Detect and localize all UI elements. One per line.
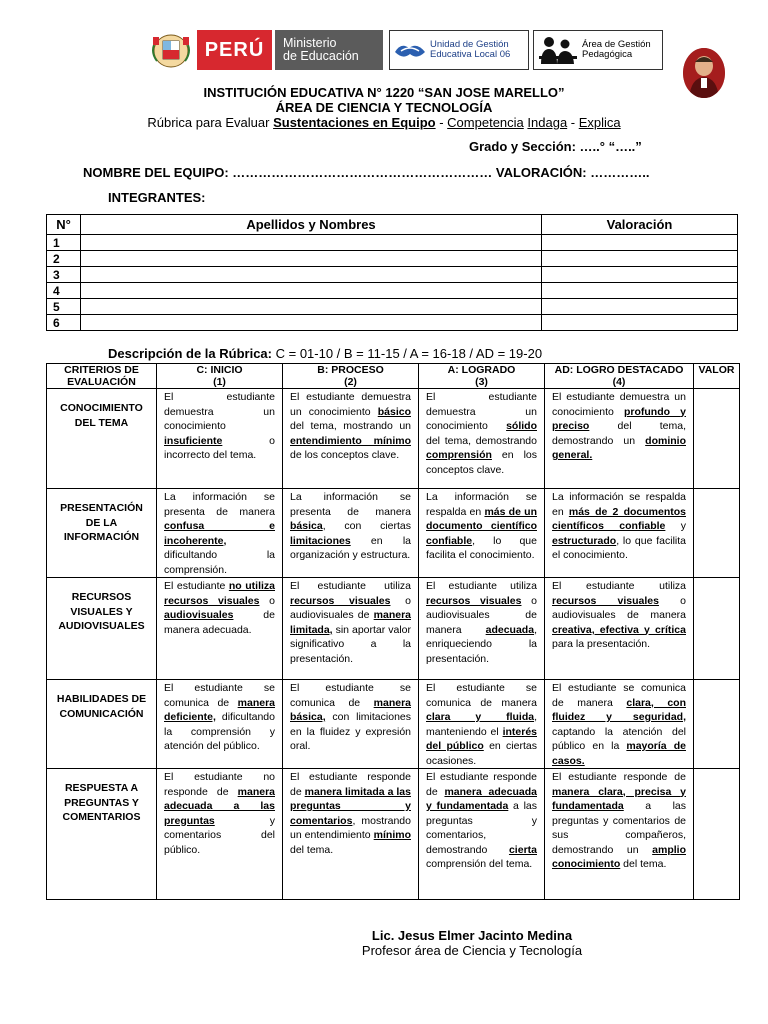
subtitle-explica: Explica	[578, 115, 621, 130]
rubric-row	[47, 389, 740, 489]
descriptor-emphasis: sólido	[506, 420, 537, 432]
descriptor-text: en la organización y estructura.	[290, 534, 411, 561]
member-number: 1	[47, 235, 81, 251]
member-row	[47, 267, 738, 283]
member-number: 2	[47, 251, 81, 267]
descriptor-text: del tema.	[620, 858, 667, 870]
member-name-cell[interactable]	[81, 235, 542, 251]
members-table	[46, 214, 738, 331]
descriptor-emphasis: recursos visuales	[426, 594, 522, 607]
members-header-valoracion: Valoración	[542, 215, 738, 235]
descriptor-text: o audiovisuales de manera	[426, 594, 537, 636]
descriptor-text: El estudiante responde de	[290, 771, 411, 798]
members-header-row	[47, 215, 738, 235]
logo-strip	[145, 30, 670, 70]
rubric-header-line1: A: LOGRADO	[447, 364, 516, 376]
rubric-descriptor-cell	[157, 578, 283, 680]
institution-title: INSTITUCIÓN EDUCATIVA N° 1220 “SAN JOSE MARELLO”	[203, 85, 565, 100]
descriptor-text: del tema, demostrando	[426, 434, 537, 447]
member-name-cell[interactable]	[81, 299, 542, 315]
descriptor-emphasis: entendimiento mínimo	[290, 434, 411, 447]
descriptor-emphasis: dominio general.	[552, 434, 686, 461]
rubric-header-1	[157, 364, 283, 389]
descriptor-text: El estudiante	[164, 580, 229, 592]
rubric-descriptor-cell	[545, 578, 694, 680]
ugel-handshake-icon	[393, 36, 427, 64]
descriptor-text: , mostrando un entendimiento	[290, 814, 411, 841]
descriptor-text: La información se respalda en	[426, 491, 537, 518]
rubric-criterion: RECURSOS VISUALES Y AUDIOVISUALES	[47, 578, 157, 680]
rubric-descriptor-cell	[419, 489, 545, 578]
rubric-row	[47, 489, 740, 578]
descriptor-emphasis: no utiliza recursos visuales	[164, 580, 275, 607]
rubric-descriptor-cell	[157, 769, 283, 900]
rubric-row	[47, 578, 740, 680]
descriptor-text: El estudiante demuestra un conocimiento	[552, 391, 686, 418]
members-header-n: N°	[47, 215, 81, 235]
rubric-valor-cell[interactable]	[694, 489, 740, 578]
rubric-descriptor-cell	[157, 489, 283, 578]
subtitle-sustentaciones: Sustentaciones en Equipo	[273, 115, 436, 130]
descriptor-emphasis: confusa e incoherente,	[164, 520, 275, 547]
descriptor-text: del tema, mostrando un	[290, 420, 411, 432]
peru-logo	[197, 30, 272, 70]
member-row	[47, 283, 738, 299]
descriptor-text: El estudiante demuestra un conocimiento	[164, 391, 275, 432]
descriptor-text: comprensión del tema.	[426, 858, 533, 870]
rubric-header-4	[545, 364, 694, 389]
rubric-header-line1: CRITERIOS DE	[64, 364, 139, 376]
descriptor-emphasis: recursos visuales	[552, 594, 659, 607]
descriptor-emphasis: manera clara, precisa y fundamentada	[552, 785, 686, 812]
member-row	[47, 299, 738, 315]
subtitle-sep2: -	[567, 115, 579, 130]
descriptor-text: y comentarios del público.	[164, 814, 275, 856]
descriptor-text: La información se presenta de manera	[164, 491, 275, 518]
descriptor-text: para la presentación.	[552, 638, 651, 650]
signature-title: Profesor área de Ciencia y Tecnología	[361, 943, 583, 958]
rubric-descriptor-cell	[283, 489, 419, 578]
rubric-descriptor-cell	[419, 769, 545, 900]
rubric-criterion: PRESENTACIÓN DE LA INFORMACIÓN	[47, 489, 157, 578]
rubric-descriptor-cell	[283, 578, 419, 680]
descriptor-emphasis: manera adecuada a las preguntas	[164, 785, 275, 827]
peru-logo-text: PERÚ	[204, 38, 265, 61]
descriptor-text: La información se respalda en	[552, 491, 686, 518]
descriptor-emphasis: limitaciones	[290, 534, 351, 547]
member-number: 5	[47, 299, 81, 315]
descriptor-emphasis: audiovisuales	[164, 609, 234, 621]
descriptor-emphasis: recursos visuales	[290, 594, 391, 607]
rubric-descriptor-cell	[545, 680, 694, 769]
member-row	[47, 251, 738, 267]
descriptor-text: El estudiante demuestra un conocimiento	[426, 391, 537, 432]
rubric-header-line1: AD: LOGRO DESTACADO	[554, 364, 684, 376]
member-valoracion-cell[interactable]	[542, 283, 738, 299]
descriptor-emphasis: básico	[377, 405, 411, 418]
rubric-header-line2: (1)	[213, 376, 226, 388]
rubric-header-3	[419, 364, 545, 389]
member-valoracion-cell[interactable]	[542, 235, 738, 251]
descriptor-text: del tema, demostrando un	[552, 420, 686, 447]
agp-line1: Área de Gestión	[582, 39, 651, 50]
descriptor-emphasis: básica	[290, 520, 323, 532]
ugel-line2: Educativa Local 06	[430, 49, 511, 60]
agp-logo	[533, 30, 663, 70]
subtitle-indaga: Indaga	[527, 115, 568, 130]
rubric-header-row	[47, 364, 740, 389]
agp-people-icon	[537, 34, 579, 66]
descriptor-text: o	[259, 594, 275, 607]
description-values: C = 01-10 / B = 11-15 / A = 16-18 / AD = 19-20	[272, 346, 543, 361]
descriptor-emphasis: cierta	[508, 843, 537, 856]
descriptor-text: La información se presenta de manera	[290, 491, 411, 518]
descriptor-text: a las preguntas y comentarios de sus compañeros, demostrando un	[552, 800, 686, 856]
rubric-descriptor-cell	[283, 769, 419, 900]
descriptor-text: El estudiante responde de	[426, 771, 537, 798]
grado-seccion: Grado y Sección: …..° “…..”	[469, 139, 642, 154]
descriptor-text: , enriqueciendo la presentación.	[426, 623, 537, 665]
member-row	[47, 315, 738, 331]
integrantes-label: INTEGRANTES:	[108, 190, 206, 205]
descriptor-emphasis: insuficiente	[164, 434, 223, 447]
descriptor-text: captando la atención del público en la	[552, 725, 686, 752]
rubric-header-line2: (2)	[344, 376, 357, 388]
rubric-header-line1: VALOR	[698, 364, 735, 376]
descriptor-text: El estudiante demuestra un conocimiento	[290, 391, 411, 418]
member-name-cell[interactable]	[81, 267, 542, 283]
member-valoracion-cell[interactable]	[542, 299, 738, 315]
ugel-line1: Unidad de Gestión	[430, 39, 509, 50]
descriptor-text: en los conceptos clave.	[426, 449, 537, 476]
ugel-logo	[389, 30, 529, 70]
rubric-descriptor-cell	[283, 680, 419, 769]
descriptor-text: , manteniendo el	[426, 711, 537, 738]
rubric-descriptor-cell	[545, 769, 694, 900]
descriptor-emphasis: manera básica,	[290, 696, 411, 723]
area-title: ÁREA DE CIENCIA Y TECNOLOGÍA	[275, 100, 493, 115]
descriptor-text: El estudiante utiliza	[426, 580, 537, 592]
descriptor-text: El estudiante se comunica de manera	[426, 682, 537, 709]
descriptor-emphasis: creativa, efectiva y crítica	[552, 623, 686, 636]
descriptor-text: , lo que facilita el conocimiento.	[552, 534, 686, 561]
rubric-criterion: RESPUESTA A PREGUNTAS Y COMENTARIOS	[47, 769, 157, 900]
descriptor-text: del tema.	[290, 843, 334, 856]
descriptor-emphasis: amplio conocimiento	[552, 843, 686, 870]
descriptor-emphasis: manera limitada,	[290, 609, 411, 636]
descriptor-text: El estudiante se comunica de manera	[552, 682, 686, 709]
rubric-descriptor-cell	[545, 489, 694, 578]
rubric-descriptor-cell	[157, 680, 283, 769]
descriptor-text: en ciertas ocasiones.	[426, 740, 537, 767]
descriptor-emphasis: mínimo	[373, 829, 411, 841]
rubric-description	[108, 346, 542, 361]
descriptor-text: a las preguntas y comentarios, demostrando	[426, 800, 537, 856]
rubric-header-5	[694, 364, 740, 389]
descriptor-text: El estudiante responde de	[552, 771, 686, 783]
descriptor-emphasis: estructurado	[552, 534, 617, 547]
descriptor-emphasis: más de un documento científico confiable	[426, 505, 538, 547]
descriptor-text: o audiovisuales de	[290, 594, 411, 621]
peru-coat-of-arms-icon	[145, 30, 197, 70]
rubric-descriptor-cell	[419, 680, 545, 769]
rubric-valor-cell[interactable]	[694, 769, 740, 900]
rubric-descriptor-cell	[283, 389, 419, 489]
signature-name: Lic. Jesus Elmer Jacinto Medina	[371, 928, 573, 943]
rubric-criterion: CONOCIMIENTO DEL TEMA	[47, 389, 157, 489]
rubric-descriptor-cell	[545, 389, 694, 489]
ministerio-line1: Ministerio	[283, 36, 337, 50]
descriptor-emphasis: clara, con fluidez y seguridad,	[552, 696, 686, 723]
rubric-header-line2: (4)	[612, 376, 626, 388]
rubric-header-0	[47, 364, 157, 389]
descriptor-emphasis: mayoría de casos.	[552, 740, 686, 767]
rubric-criterion: HABILIDADES DE COMUNICACIÓN	[47, 680, 157, 769]
description-label: Descripción de la Rúbrica:	[108, 346, 272, 361]
descriptor-text: El estudiante utiliza	[552, 580, 686, 592]
descriptor-emphasis: comprensión	[426, 449, 492, 461]
member-number: 3	[47, 267, 81, 283]
rubric-valor-cell[interactable]	[694, 578, 740, 680]
descriptor-text: El estudiante utiliza	[290, 580, 411, 592]
descriptor-text: o audiovisuales de manera	[552, 594, 686, 621]
rubric-header-line1: C: INICIO	[196, 364, 243, 376]
descriptor-text: y	[665, 520, 686, 532]
members-header-names: Apellidos y Nombres	[81, 215, 542, 235]
descriptor-text: sin aportar valor significativo a la presentación.	[290, 623, 411, 665]
rubric-valor-cell[interactable]	[694, 680, 740, 769]
subtitle-prefix: Rúbrica para Evaluar	[147, 115, 274, 130]
rubric-descriptor-cell	[419, 578, 545, 680]
descriptor-text: El estudiante se comunica de	[290, 682, 411, 709]
rubric-header-line1: B: PROCESO	[317, 364, 384, 376]
rubric-header-line2: (3)	[475, 376, 488, 388]
descriptor-emphasis: manera adecuada y fundamentada	[426, 785, 537, 812]
member-number: 4	[47, 283, 81, 299]
member-row	[47, 235, 738, 251]
member-name-cell[interactable]	[81, 315, 542, 331]
rubric-row	[47, 680, 740, 769]
descriptor-text: con limitaciones en la fluidez y expresión oral.	[290, 711, 411, 752]
descriptor-text: dificultando la comprensión.	[164, 549, 275, 576]
descriptor-text: o incorrecto del tema.	[164, 434, 275, 461]
ministerio-logo	[275, 30, 383, 70]
subtitle-competencia: Competencia	[447, 115, 524, 130]
ministerio-line2: de Educación	[283, 49, 359, 63]
descriptor-emphasis: interés del público	[426, 725, 537, 752]
member-valoracion-cell[interactable]	[542, 251, 738, 267]
rubric-valor-cell[interactable]	[694, 389, 740, 489]
descriptor-text: de manera adecuada.	[164, 609, 275, 636]
descriptor-text: , con ciertas	[322, 520, 411, 532]
descriptor-emphasis: manera deficiente,	[164, 696, 275, 723]
rubric-table	[46, 363, 740, 900]
descriptor-emphasis: adecuada	[485, 623, 535, 636]
descriptor-text: El estudiante no responde de	[164, 771, 275, 798]
rubric-header-2	[283, 364, 419, 389]
rubric-subtitle	[0, 115, 768, 130]
member-valoracion-cell[interactable]	[542, 315, 738, 331]
member-name-cell[interactable]	[81, 283, 542, 299]
rubric-row	[47, 769, 740, 900]
descriptor-text: de los conceptos clave.	[290, 449, 400, 461]
descriptor-emphasis: manera limitada a las preguntas y comentarios	[290, 785, 411, 827]
nombre-equipo: NOMBRE DEL EQUIPO: …………………………………………………… VALORACIÓN: …………..	[83, 165, 650, 180]
rubric-descriptor-cell	[419, 389, 545, 489]
descriptor-emphasis: profundo y preciso	[552, 405, 686, 432]
member-name-cell[interactable]	[81, 251, 542, 267]
descriptor-text: , lo que facilita el conocimiento.	[426, 534, 537, 561]
member-number: 6	[47, 315, 81, 331]
agp-line2: Pedagógica	[582, 49, 633, 60]
rubric-header-line2: EVALUACIÓN	[67, 376, 136, 388]
descriptor-emphasis: clara y fluida	[426, 711, 535, 723]
descriptor-text: dificultando la comprensión y atención del público.	[164, 711, 275, 752]
member-valoracion-cell[interactable]	[542, 267, 738, 283]
subtitle-sep1: -	[435, 115, 448, 130]
descriptor-text: El estudiante se comunica de	[164, 682, 275, 709]
descriptor-emphasis: más de 2 documentos científicos confiable	[552, 505, 686, 532]
rubric-descriptor-cell	[157, 389, 283, 489]
